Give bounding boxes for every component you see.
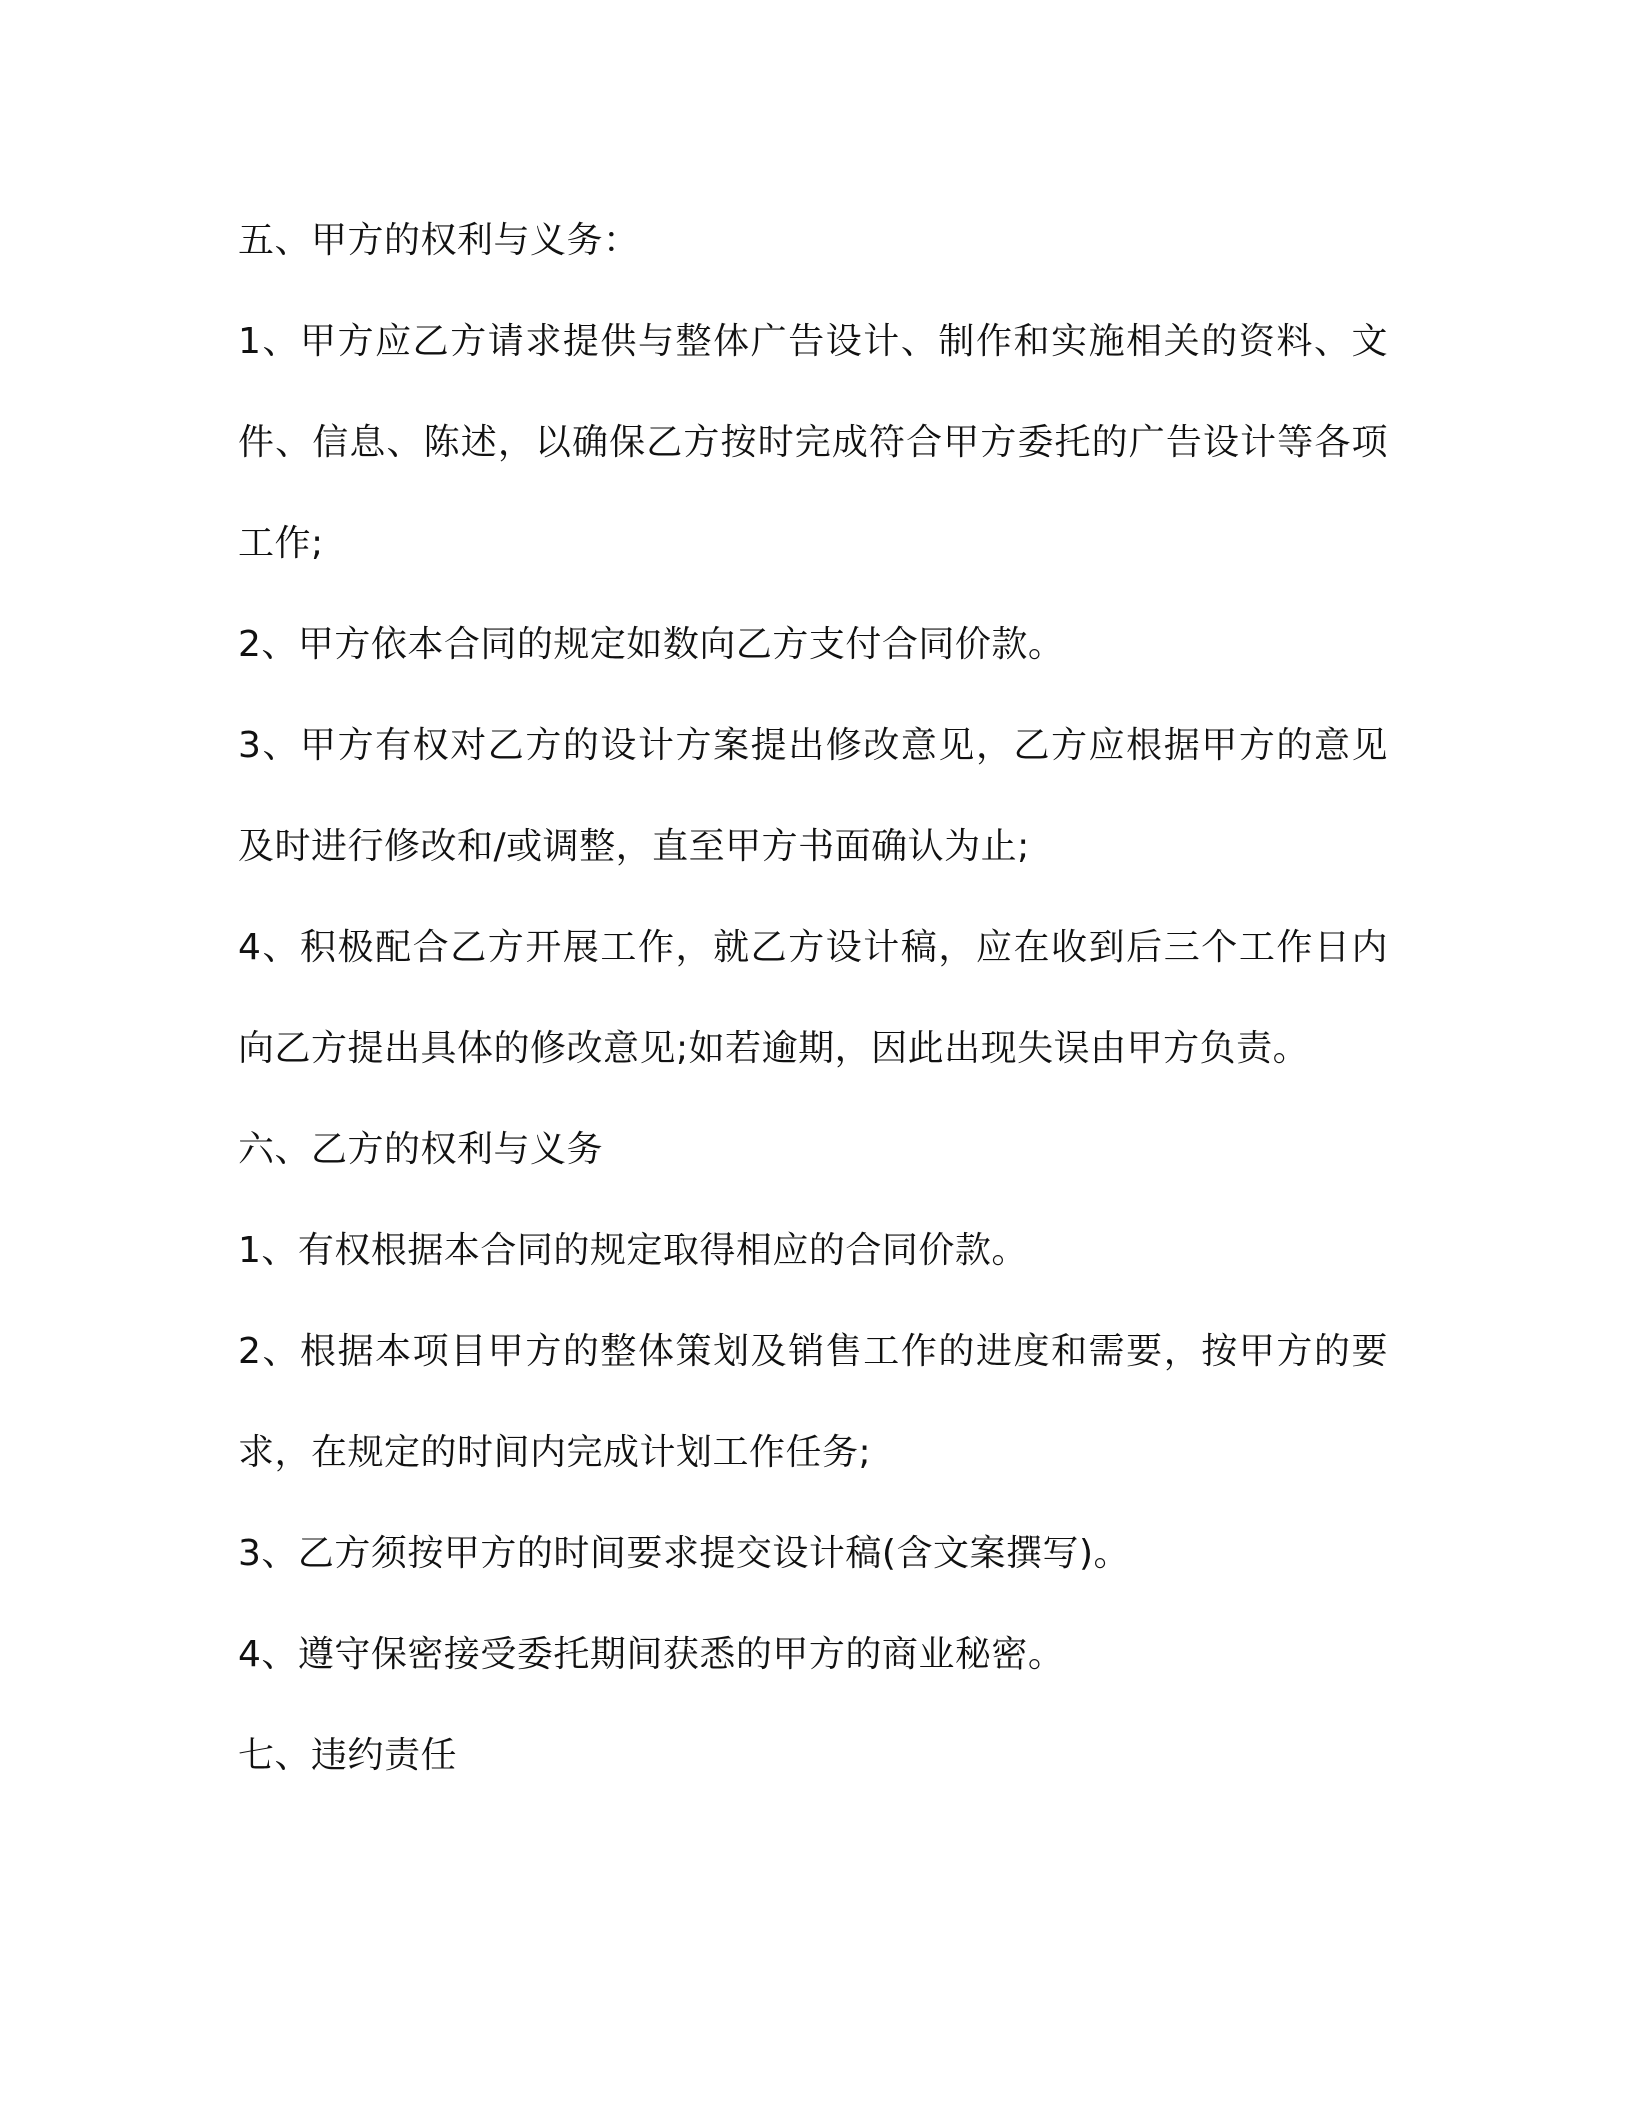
party-a-clause-4: 4、积极配合乙方开展工作，就乙方设计稿，应在收到后三个工作日内向乙方提出具体的修改意见;如若逾期，因此出现失误由甲方负责。	[238, 927, 1388, 1069]
party-a-clause-2: 2、甲方依本合同的规定如数向乙方支付合同价款。	[238, 624, 1065, 665]
party-b-clause-4: 4、遵守保密接受委托期间获悉的甲方的商业秘密。	[238, 1634, 1065, 1675]
section-heading-party-a: 五、甲方的权利与义务：	[238, 220, 640, 261]
section-heading-breach: 七、违约责任	[238, 1735, 458, 1776]
section-heading-party-b: 六、乙方的权利与义务	[238, 1129, 604, 1170]
party-a-clause-3: 3、甲方有权对乙方的设计方案提出修改意见，乙方应根据甲方的意见及时进行修改和/或调整，直至甲方书面确认为止;	[238, 725, 1388, 867]
party-a-clause-1: 1、甲方应乙方请求提供与整体广告设计、制作和实施相关的资料、文件、信息、陈述，以确保乙方按时完成符合甲方委托的广告设计等各项工作;	[238, 321, 1388, 564]
party-b-clause-1: 1、有权根据本合同的规定取得相应的合同价款。	[238, 1230, 1028, 1271]
party-b-clause-3: 3、乙方须按甲方的时间要求提交设计稿(含文案撰写)。	[238, 1533, 1130, 1574]
party-b-clause-2: 2、根据本项目甲方的整体策划及销售工作的进度和需要，按甲方的要求，在规定的时间内完成计划工作任务;	[238, 1331, 1388, 1473]
document-body	[238, 190, 1388, 1806]
